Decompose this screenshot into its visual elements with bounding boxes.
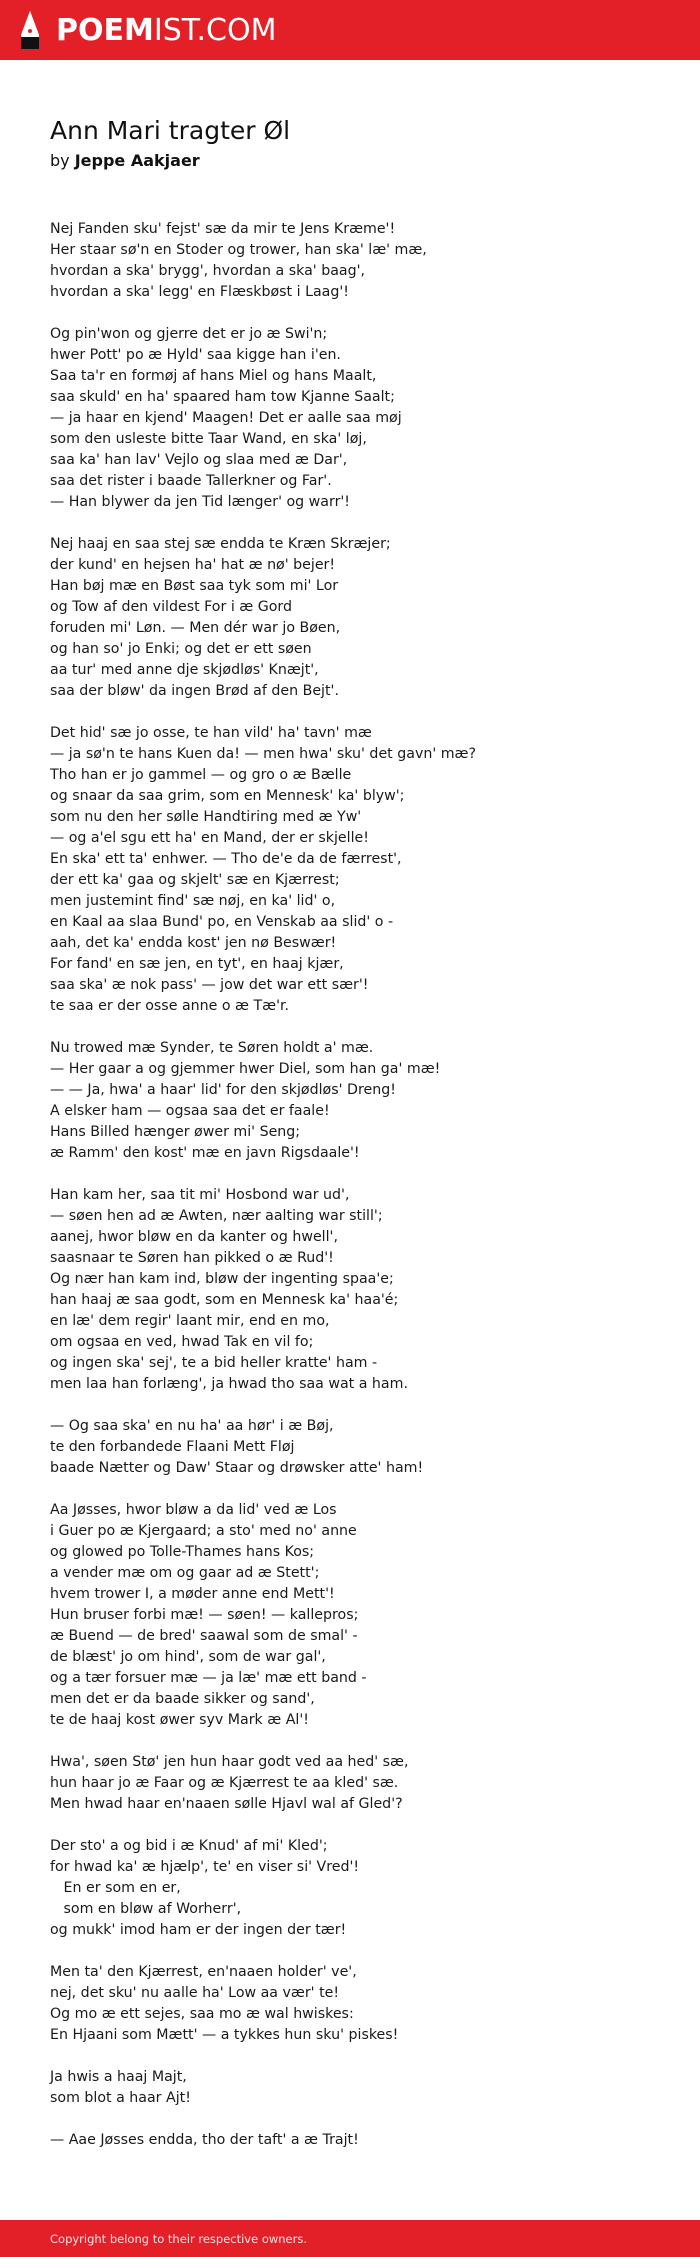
poem-line: Hun bruser forbi mæ! — søen! — kallepros; xyxy=(50,1607,359,1623)
poem-line: i Guer po æ Kjergaard; a sto' med no' anne xyxy=(50,1523,357,1539)
poem-line: a vender mæ om og gaar ad æ Stett'; xyxy=(50,1565,320,1581)
poem-line: æ Buend — de bred' saawal som de smal' - xyxy=(50,1628,358,1644)
poem-line: te den forbandede Flaani Mett Fløj xyxy=(50,1439,295,1455)
poem-line: — Og saa ska' en nu ha' aa hør' i æ Bøj, xyxy=(50,1418,334,1434)
poem-line: for hwad ka' æ hjælp', te' en viser si' Vred'! xyxy=(50,1859,360,1875)
poem-line: og ingen ska' sej', te a bid heller kratte' ham - xyxy=(50,1355,378,1371)
poem-line: men det er da baade sikker og sand', xyxy=(50,1691,315,1707)
poem-line: Men ta' den Kjærrest, en'naaen holder' ve', xyxy=(50,1964,357,1980)
poem-line: nej, det sku' nu aalle ha' Low aa vær' te! xyxy=(50,1985,340,2001)
stanza xyxy=(50,1500,670,1731)
stanza xyxy=(50,1836,670,1941)
logo-text-strong: POEM xyxy=(56,12,154,48)
poem-line: hwer Pott' po æ Hyld' saa kigge han i'en. xyxy=(50,347,341,363)
poem-line: En ska' ett ta' enhwer. — Tho de'e da de færrest', xyxy=(50,851,402,867)
stanza xyxy=(50,534,670,702)
poem-line: saa det rister i baade Tallerkner og Far'. xyxy=(50,473,332,489)
stanza xyxy=(50,1416,670,1479)
stanza-break xyxy=(50,1941,670,1962)
poem-line: — Her gaar a og gjemmer hwer Diel, som han ga' mæ! xyxy=(50,1061,441,1077)
site-header xyxy=(0,0,700,60)
poem-line: men justemint find' sæ nøj, en ka' lid' o, xyxy=(50,893,336,909)
poem-line: hvem trower I, a møder anne end Mett'! xyxy=(50,1586,335,1602)
poem-line: som den usleste bitte Taar Wand, en ska' løj, xyxy=(50,431,367,447)
stanza xyxy=(50,1752,670,1815)
poem-body xyxy=(50,219,670,2151)
stanza xyxy=(50,723,670,1017)
poem-line: Her staar sø'n en Stoder og trower, han ska' læ' mæ, xyxy=(50,242,427,258)
byline xyxy=(50,150,670,172)
stanza-break xyxy=(50,702,670,723)
by-label: by xyxy=(50,151,70,170)
stanza xyxy=(50,219,670,303)
poem-line: Og pin'won og gjerre det er jo æ Swi'n; xyxy=(50,326,328,342)
poem-line: Hwa', søen Stø' jen hun haar godt ved aa hed' sæ, xyxy=(50,1754,409,1770)
poem-line: og snaar da saa grim, som en Mennesk' ka' blyw'; xyxy=(50,788,405,804)
pen-nib-icon[interactable] xyxy=(18,9,42,51)
poem-line: — ja haar en kjend' Maagen! Det er aalle saa møj xyxy=(50,410,402,426)
poem-line: Han kam her, saa tit mi' Hosbond war ud', xyxy=(50,1187,350,1203)
poem-line: og a tær forsuer mæ — ja læ' mæ ett band - xyxy=(50,1670,367,1686)
stanza-break xyxy=(50,1815,670,1836)
poem-line: Ja hwis a haaj Majt, xyxy=(50,2069,187,2085)
poem-line: der ett ka' gaa og skjelt' sæ en Kjærrest; xyxy=(50,872,340,888)
stanza-break xyxy=(50,2109,670,2130)
poem-line: der kund' en hejsen ha' hat æ nø' bejer! xyxy=(50,557,336,573)
poem-line: A elsker ham — ogsaa saa det er faale! xyxy=(50,1103,330,1119)
poem-line: te saa er der osse anne o æ Tæ'r. xyxy=(50,998,290,1014)
site-logo[interactable] xyxy=(56,13,276,48)
poem-line: saa ka' han lav' Vejlo og slaa med æ Dar', xyxy=(50,452,348,468)
poem-line: — og a'el sgu ett ha' en Mand, der er skjelle! xyxy=(50,830,369,846)
poem-line: baade Nætter og Daw' Staar og drøwsker atte' ham! xyxy=(50,1460,424,1476)
poem-line: aa tur' med anne dje skjødløs' Knæjt', xyxy=(50,662,319,678)
stanza-break xyxy=(50,1017,670,1038)
poem-line: hvordan a ska' legg' en Flæskbøst i Laag'! xyxy=(50,284,349,300)
poem-content xyxy=(50,114,670,2151)
poem-line: Aa Jøsses, hwor bløw a da lid' ved æ Los xyxy=(50,1502,337,1518)
stanza xyxy=(50,1185,670,1395)
poem-line: hun haar jo æ Faar og æ Kjærrest te aa kled' sæ. xyxy=(50,1775,399,1791)
poem-line: Men hwad haar en'naaen sølle Hjavl wal af Gled'? xyxy=(50,1796,403,1812)
stanza-break xyxy=(50,303,670,324)
poem-line: — søen hen ad æ Awten, nær aalting war still'; xyxy=(50,1208,383,1224)
stanza-break xyxy=(50,2046,670,2067)
poem-line: Nej Fanden sku' fejst' sæ da mir te Jens Kræme'! xyxy=(50,221,396,237)
poem-line: saa skuld' en ha' spaared ham tow Kjanne Saalt; xyxy=(50,389,395,405)
poem-line: om ogsaa en ved, hwad Tak en vil fo; xyxy=(50,1334,314,1350)
poem-line: saa ska' æ nok pass' — jow det war ett sær'! xyxy=(50,977,369,993)
poem-line: Nej haaj en saa stej sæ endda te Kræn Skræjer; xyxy=(50,536,391,552)
stanza-break xyxy=(50,513,670,534)
poem-line: Hans Billed hænger øwer mi' Seng; xyxy=(50,1124,301,1140)
stanza-break xyxy=(50,1395,670,1416)
poem-line: en Kaal aa slaa Bund' po, en Venskab aa slid' o - xyxy=(50,914,394,930)
poem-title: Ann Mari tragter Øl xyxy=(50,116,291,145)
poem-line: Der sto' a og bid i æ Knud' af mi' Kled'; xyxy=(50,1838,328,1854)
stanza xyxy=(50,2130,670,2151)
poem-line: en læ' dem regir' laant mir, end en mo, xyxy=(50,1313,330,1329)
poem-line: En Hjaani som Mætt' — a tykkes hun sku' piskes! xyxy=(50,2027,399,2043)
poem-line: og Tow af den vildest For i æ Gord xyxy=(50,599,292,615)
poem-line: For fand' en sæ jen, en tyt', en haaj kjær, xyxy=(50,956,344,972)
poem-line: han haaj æ saa godt, som en Mennesk ka' haa'é; xyxy=(50,1292,399,1308)
poem-line: foruden mi' Løn. — Men dér war jo Bøen, xyxy=(50,620,341,636)
poem-line: som en bløw af Worherr', xyxy=(50,1901,242,1917)
poem-line: saa der bløw' da ingen Brød af den Bejt'. xyxy=(50,683,339,699)
poem-line: som blot a haar Ajt! xyxy=(50,2090,191,2106)
poem-line: og glowed po Tolle-Thames hans Kos; xyxy=(50,1544,315,1560)
poem-line: aanej, hwor bløw en da kanter og hwell', xyxy=(50,1229,338,1245)
poem-line: — Han blywer da jen Tid længer' og warr'! xyxy=(50,494,350,510)
copyright-text: Copyright belong to their respective owners. xyxy=(50,2231,308,2246)
poem-line: Tho han er jo gammel — og gro o æ Bælle xyxy=(50,767,352,783)
poem-line: som nu den her sølle Handtiring med æ Yw' xyxy=(50,809,362,825)
author-name[interactable]: Jeppe Aakjaer xyxy=(74,151,200,170)
poem-line: En er som en er, xyxy=(50,1880,181,1896)
poem-line: aah, det ka' endda kost' jen nø Beswær! xyxy=(50,935,337,951)
poem-line: te de haaj kost øwer syv Mark æ Al'! xyxy=(50,1712,309,1728)
stanza xyxy=(50,2067,670,2109)
poem-line: — — Ja, hwa' a haar' lid' for den skjødløs' Dreng! xyxy=(50,1082,396,1098)
poem-line: men laa han forlæng', ja hwad tho saa wat a ham. xyxy=(50,1376,408,1392)
stanza-break xyxy=(50,1479,670,1500)
stanza-break xyxy=(50,1731,670,1752)
stanza xyxy=(50,1038,670,1164)
poem-line: hvordan a ska' brygg', hvordan a ska' baag', xyxy=(50,263,366,279)
poem-line: og han so' jo Enki; og det er ett søen xyxy=(50,641,312,657)
poem-line: Saa ta'r en formøj af hans Miel og hans Maalt, xyxy=(50,368,377,384)
poem-line: de blæst' jo om hind', som de war gal', xyxy=(50,1649,326,1665)
stanza-break xyxy=(50,1164,670,1185)
poem-line: Og nær han kam ind, bløw der ingenting spaa'e; xyxy=(50,1271,394,1287)
poem-line: Nu trowed mæ Synder, te Søren holdt a' mæ. xyxy=(50,1040,374,1056)
poem-line: — ja sø'n te hans Kuen da! — men hwa' sku' det gavn' mæ? xyxy=(50,746,477,762)
poem-line: saasnaar te Søren han pikked o æ Rud'! xyxy=(50,1250,334,1266)
poem-line: — Aae Jøsses endda, tho der taft' a æ Trajt! xyxy=(50,2132,359,2148)
poem-line: æ Ramm' den kost' mæ en javn Rigsdaale'! xyxy=(50,1145,360,1161)
stanza xyxy=(50,1962,670,2046)
poem-line: Og mo æ ett sejes, saa mo æ wal hwiskes: xyxy=(50,2006,354,2022)
poem-line: og mukk' imod ham er der ingen der tær! xyxy=(50,1922,347,1938)
poem-line: Han bøj mæ en Bøst saa tyk som mi' Lor xyxy=(50,578,339,594)
stanza xyxy=(50,324,670,513)
site-footer xyxy=(0,2220,700,2257)
logo-text-light: IST.COM xyxy=(153,12,277,48)
poem-line: Det hid' sæ jo osse, te han vild' ha' tavn' mæ xyxy=(50,725,372,741)
